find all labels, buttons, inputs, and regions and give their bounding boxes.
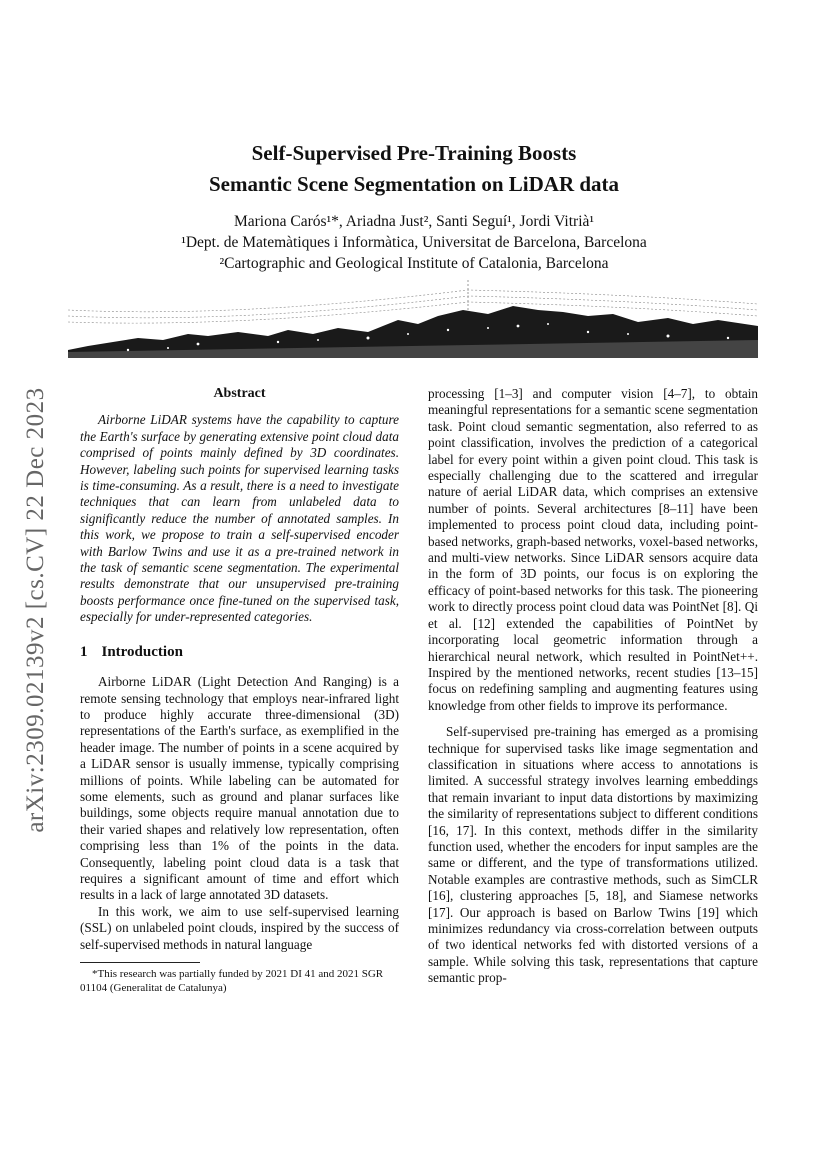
intro-paragraph-2: In this work, we aim to use self-supervised learning (SSL) on unlabeled point clouds, inspired by the success of self-supervised methods in natural language (80, 903, 399, 952)
lidar-header-image (68, 280, 758, 358)
section-1-heading (80, 644, 399, 660)
paragraph-gap (428, 714, 758, 724)
abstract-heading: Abstract (213, 386, 266, 401)
footnote-text: *This research was partially funded by 2021 DI 41 and 2021 SGR 01104 (Generalitat de Catalunya) (80, 968, 384, 994)
right-paragraph-1: processing [1–3] and computer vision [4–7], to obtain meaningful representations for a semantic scene segmentation task. Point cloud semantic segmentation, also referred to as point classification, involves the prediction of a categorical label for every point within a given point cloud. This task is especially challenging due to the scattered and irregular nature of aerial LiDAR data, which comprises an extensive number of points. Several architectures [8–11] have been implemented to process point cloud data, including point-based networks, graph-based networks, voxel-based networks, and multi-view networks. Since LiDAR sensors acquire data in the form of 3D points, our focus is on exploring the efficacy of point-based networks for this task. The pioneering work to directly process point cloud data was PointNet [8]. Qi et al. [12] extended the capabilities of PointNet by incorporating local geometric information through a hierarchical neural network, which resulted in PointNet++. Inspired by the mentioned networks, recent studies [13–15] focus on redefining sampling and augmenting features using knowledge from other fields to improve its performance. (428, 386, 758, 713)
affiliation-2: ²Cartographic and Geological Institute of Catalonia, Barcelona (219, 255, 609, 272)
abstract-text: Airborne LiDAR systems have the capability to capture the Earth's surface by generating extensive point cloud data comprised of points mainly defined by 3D coordinates. However, labeling such points for supervised learning tasks is time-consuming. As a result, there is a need to investigate techniques that can learn from unlabeled data to significantly reduce the number of annotated samples. In this work, we propose to train a self-supervised encoder with Barlow Twins and use it as a pre-trained network in the task of semantic scene segmentation. The experimental results demonstrate that our unsupervised pre-training boosts performance once fine-tuned on the supervised task, especially for under-represented categories. (80, 412, 399, 625)
intro-paragraph-1: Airborne LiDAR (Light Detection And Ranging) is a remote sensing technology that employs near-infrared light to produce highly accurate three-dimensional (3D) representations of the Earth's surface, as exemplified in the header image. The number of points in a scene acquired by a LiDAR sensor is usually immense, typically comprising millions of points. While labeling can be automated for some elements, such as ground and planar surfaces like buildings, some objects require manual annotation due to their varied shapes and relatively low representation, often comprising less than 1% of the points in the data. Consequently, labeling point cloud data is a task that requires a significant amount of time and effort which results in a lack of large annotated 3D datasets. (80, 674, 399, 903)
section-1-number: 1 (80, 643, 88, 660)
right-paragraph-2: Self-supervised pre-training has emerged as a promising technique for supervised tasks like image segmentation and classification in situations where access to annotations is limited. A successful strategy involves learning embeddings that remain invariant to input data distortions by maximizing the similarity of representations subject to different conditions [16, 17]. In this context, methods differ in the similarity function used, whether the encoders for input samples are the same or different, and the type of transformations utilized. Notable examples are contrastive methods, such as SimCLR [16], clustering approaches [5, 18], and Siamese networks [17]. Our approach is based on Barlow Twins [19] which minimizes redundancy via cross-correlation between outputs of two identical networks fed with distorted versions of a sample. While solving this task, representations that capture semantic prop- (428, 724, 758, 986)
footnote-rule (80, 962, 200, 963)
arxiv-id: arXiv:2309.02139v2 [cs.CV] 22 Dec 2023 (22, 387, 49, 833)
section-1-title: Introduction (101, 643, 183, 660)
left-column (80, 386, 399, 953)
author-block (0, 211, 828, 274)
title-line-2: Semantic Scene Segmentation on LiDAR data (208, 172, 620, 196)
right-column (428, 386, 758, 987)
paper-title (0, 138, 828, 200)
footnote (80, 962, 399, 995)
arxiv-stamp (16, 360, 56, 860)
author-list: Mariona Carós¹*, Ariadna Just², Santi Seguí¹, Jordi Vitrià¹ (233, 213, 595, 230)
affiliation-1: ¹Dept. de Matemàtiques i Informàtica, Universitat de Barcelona, Barcelona (181, 234, 647, 251)
title-line-1: Self-Supervised Pre-Training Boosts (251, 141, 577, 165)
